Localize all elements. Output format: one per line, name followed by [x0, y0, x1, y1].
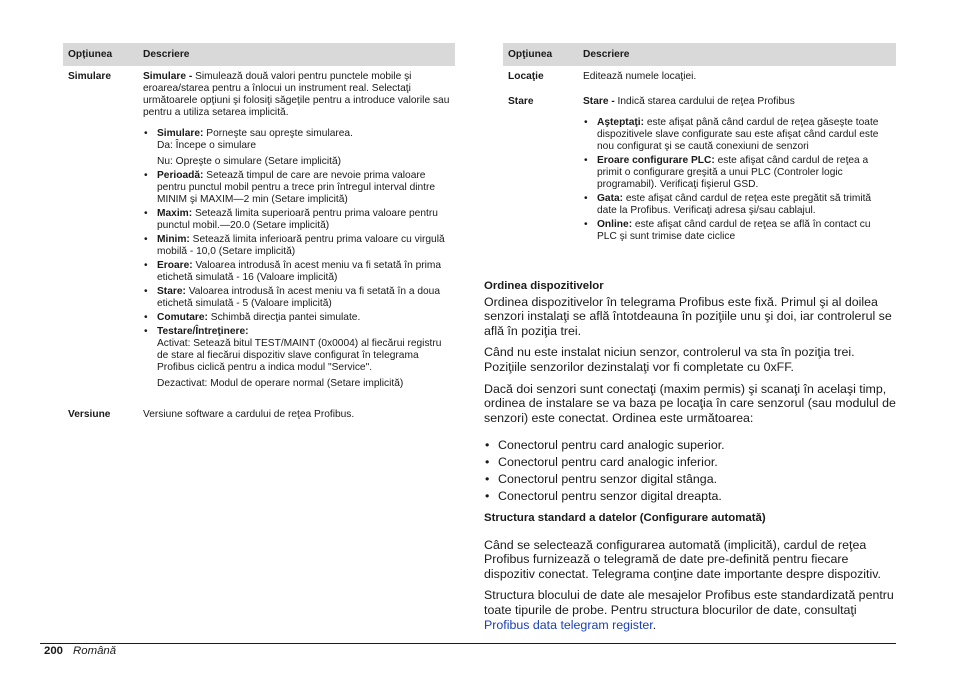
item-label: Minim:: [157, 234, 190, 245]
item-text: Porneşte sau opreşte simularea.: [203, 128, 353, 139]
list-item: • Conectorul pentru card analogic superior.: [484, 438, 896, 453]
paragraph: [484, 588, 896, 632]
section-device-order: [484, 279, 896, 506]
item-text: Valoarea introdusă în acest meniu va fi setată în a doua etichetă simulată - 5 (Valoare implicită): [157, 286, 440, 309]
item-text: este afişat când cardul de reţea este pregătit să trimită date la Profibus. Verificaţi adresa şi/sau cablajul.: [597, 193, 872, 216]
device-order-list: [484, 438, 896, 504]
option-key: Stare: [508, 96, 534, 107]
item-text: Setează limita superioară pentru prima valoare pentru punctul mobil.—20.0 (Setare implicită): [157, 208, 438, 231]
item-label: Maxim:: [157, 208, 193, 219]
footer-divider: [40, 643, 896, 644]
list-item: [143, 260, 451, 284]
item-label: Comutare:: [157, 312, 208, 323]
header-description: Descriere: [578, 43, 896, 66]
option-description: Editează numele locaţiei.: [583, 71, 697, 82]
item-label: Simulare:: [157, 128, 204, 139]
page-number: 200: [44, 645, 64, 657]
lead-bold: Simulare -: [143, 71, 193, 82]
simulare-options-list: [143, 128, 451, 390]
list-item: • Conectorul pentru card analogic inferior.: [484, 455, 896, 470]
list-item: [143, 128, 451, 168]
paragraph: Ordinea dispozitivelor în telegrama Profibus este fixă. Primul şi al doilea senzori instalaţi se află întotdeauna în poziţiile unu şi doi, iar controlerul se află în poziţia trei.: [484, 294, 892, 338]
option-description: [138, 66, 455, 404]
option-description: Versiune software a cardului de reţea Profibus.: [143, 409, 355, 420]
item-label: Eroare configurare PLC:: [597, 155, 715, 166]
option-description: [578, 91, 896, 257]
list-item: [143, 208, 451, 232]
stare-options-list: [583, 117, 892, 243]
item-text: este afişat când cardul de reţea se află în contact cu PLC şi sunt trimise date ciclice: [597, 219, 871, 242]
header-description: Descriere: [138, 43, 455, 66]
list-item: • Conectorul pentru senzor digital dreapta.: [484, 489, 896, 504]
item-label: Online:: [597, 219, 633, 230]
item-text: Valoarea introdusă în acest meniu va fi setată în prima etichetă simulată - 16 (Valoare implicită): [157, 260, 442, 283]
footer-language: Română: [73, 645, 117, 657]
list-item: [143, 170, 451, 206]
item-text: Setează limita inferioară pentru prima valoare cu virgulă mobilă - 10,0 (Setare implicită): [157, 234, 445, 257]
paragraph-text: Structura blocului de date ale mesajelor Profibus este standardizată pentru toate tipurile de probe. Pentru structura blocurilor de date, consultaţi: [484, 588, 894, 617]
item-label: Eroare:: [157, 260, 193, 271]
right-options-table-container: [503, 43, 896, 257]
lead-bold: Stare -: [583, 96, 615, 107]
item-label: Stare:: [157, 286, 186, 297]
paragraph: Când se selectează configurarea automată (implicită), cardul de reţea Profibus furnizează o telegramă de date pre-definită pentru fiecare dispozitiv conectat. Telegrama conţine date importante despre dispozitiv.: [484, 537, 881, 581]
right-options-table: [503, 43, 896, 257]
list-item: [583, 193, 892, 217]
list-item: • Conectorul pentru senzor digital stânga.: [484, 472, 896, 487]
option-key: Locaţie: [508, 71, 544, 82]
table-row-stare: [503, 91, 896, 257]
item-text: Schimbă direcţia pantei simulate.: [207, 312, 361, 323]
list-item: [583, 117, 892, 153]
lead-text: Simulează două valori pentru punctele mobile şi eroarea/starea pentru a înlocui un instrument real. Selectaţi următoarele opţiuni şi folosiţi săgeţile pentru a introduce valorile sau pentru a utiliza setarea implicită.: [143, 71, 450, 118]
telegram-register-link[interactable]: Profibus data telegram register: [484, 617, 653, 632]
paragraph-end: .: [652, 617, 657, 632]
item-label: Perioadă:: [157, 170, 204, 181]
option-key: Simulare: [68, 71, 112, 82]
table-header-row: [63, 43, 455, 66]
item-label: Testare/Întreţinere:: [157, 326, 249, 337]
item-sub2: Dezactivat: Modul de operare normal (Setare implicită): [157, 378, 404, 389]
section-heading: Ordinea dispozitivelor: [484, 280, 604, 292]
table-header-row: [503, 43, 896, 66]
list-item: [143, 326, 451, 390]
item-sub: Da: Începe o simulare: [157, 140, 257, 151]
table-row-versiune: [63, 404, 455, 429]
list-item: [583, 155, 892, 191]
table-row-locatie: [503, 66, 896, 91]
item-label: Gata:: [597, 193, 624, 204]
paragraph: Când nu este instalat niciun senzor, controlerul va sta în poziţia trei. Poziţiile senzorilor dezinstalaţi vor fi completate cu 0xFF.: [484, 345, 855, 374]
item-text: este afişat până când cardul de reţea găseşte toate dispozitivele slave configurate sau este afişat când cardul este nou configurat şi se caută conexiuni de senzori: [597, 117, 879, 152]
option-lead: [583, 96, 892, 108]
item-text: Setează timpul de care are nevoie prima valoare pentru punctul mobil pentru a trece prin întregul interval dintre MINIM şi MAXIM—2 min (Setare implicită): [157, 170, 436, 205]
item-sub2: Nu: Opreşte o simulare (Setare implicită): [157, 156, 342, 167]
left-options-table-container: [63, 43, 455, 429]
page-footer: [44, 645, 116, 657]
header-option: Opțiunea: [63, 43, 138, 66]
list-item: [143, 286, 451, 310]
list-item: [143, 312, 451, 324]
list-item: [143, 234, 451, 258]
option-key: Versiune: [68, 409, 111, 420]
list-item: [583, 219, 892, 243]
lead-text: Indică starea cardului de reţea Profibus: [614, 96, 795, 107]
table-row-simulare: [63, 66, 455, 404]
section-standard-data-structure: [484, 511, 896, 639]
item-text: este afişat când cardul de reţea a primit o configurare greşită a unui PLC (Controler logic programabil). Verificaţi fişierul GSD.: [597, 155, 869, 190]
paragraph: Dacă doi senzori sunt conectaţi (maxim permis) şi scanaţi în acelaşi timp, ordinea de instalare se va baza pe locaţia în care senzorul (sau modulul de senzori) este conectat. Ordinea este următoarea:: [484, 381, 896, 425]
option-lead: [143, 71, 451, 119]
left-options-table: [63, 43, 455, 429]
item-sub: Activat: Setează bitul TEST/MAINT (0x0004) al fiecărui registru de stare al fiecărui dispozitiv slave configurat în telegrama Profibus ciclică pentru a indica modul "Service".: [157, 338, 442, 373]
header-option: Opţiunea: [503, 43, 578, 66]
section-heading: Structura standard a datelor (Configurare automată): [484, 512, 766, 524]
item-label: Aşteptaţi:: [597, 117, 644, 128]
